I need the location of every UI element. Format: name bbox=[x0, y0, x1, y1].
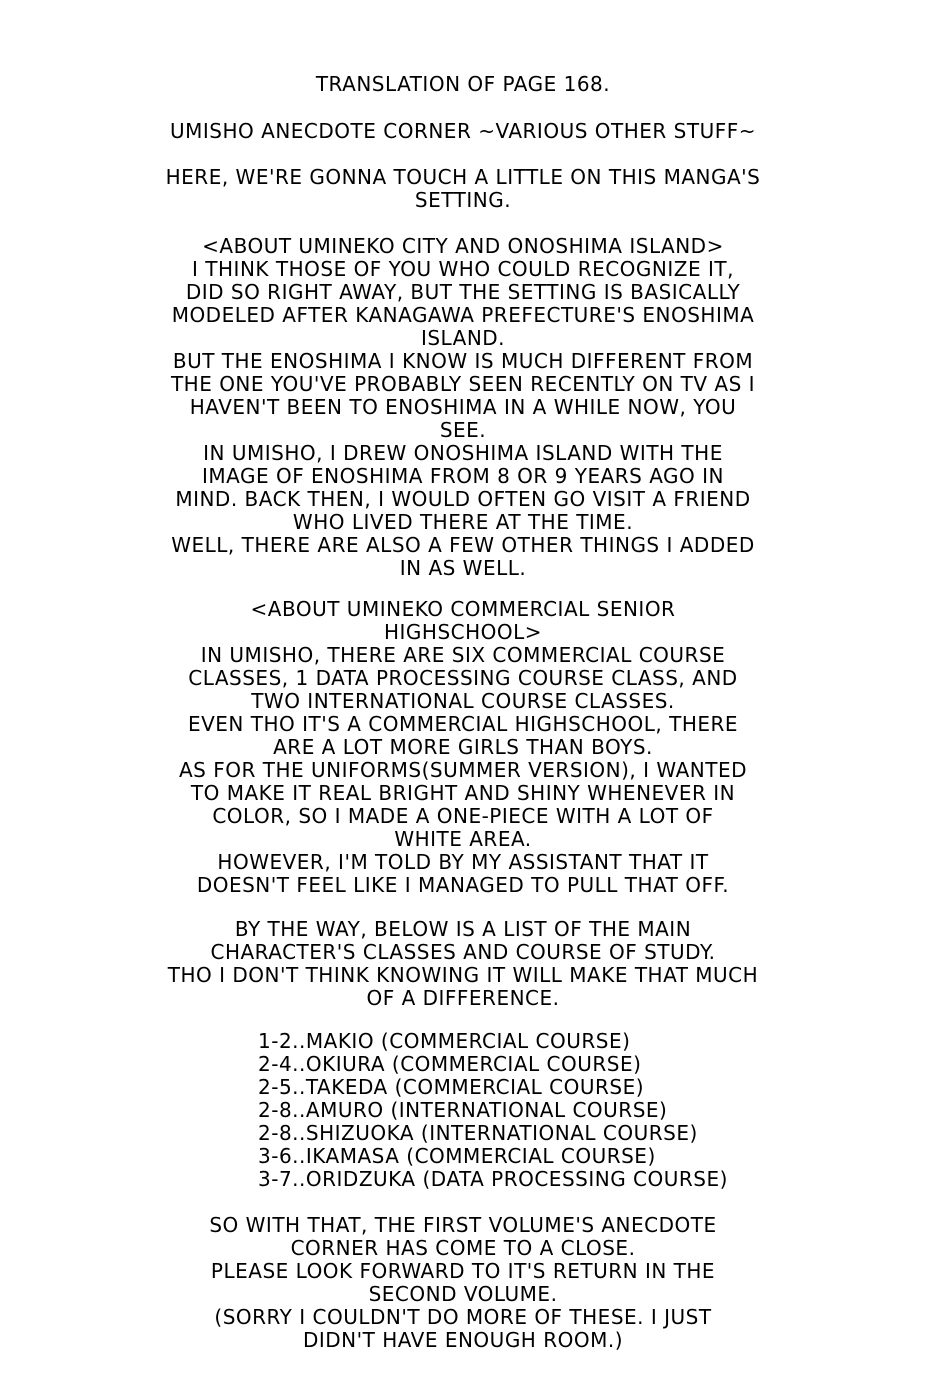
title-line: TRANSLATION OF PAGE 168. bbox=[315, 72, 611, 96]
text-line: COLOR, SO I MADE A ONE-PIECE WITH A LOT OF bbox=[212, 804, 714, 828]
section-heading: <ABOUT UMINEKO COMMERCIAL SENIOR bbox=[250, 597, 676, 621]
text-line: IN AS WELL. bbox=[399, 556, 527, 580]
text-line: PLEASE LOOK FORWARD TO IT'S RETURN IN THE bbox=[210, 1259, 716, 1283]
text-line: DID SO RIGHT AWAY, BUT THE SETTING IS BASICALLY bbox=[185, 280, 741, 304]
list-item: 3-6..IKAMASA (COMMERCIAL COURSE) bbox=[258, 1144, 656, 1168]
text-line: DOESN'T FEEL LIKE I MANAGED TO PULL THAT OFF. bbox=[196, 873, 730, 897]
list-item: 2-8..SHIZUOKA (INTERNATIONAL COURSE) bbox=[258, 1121, 698, 1145]
list-item: 1-2..MAKIO (COMMERCIAL COURSE) bbox=[258, 1029, 631, 1053]
text-line: ISLAND. bbox=[420, 326, 506, 350]
text-line: CHARACTER'S CLASSES AND COURSE OF STUDY. bbox=[210, 940, 716, 964]
text-line: SEE. bbox=[439, 418, 487, 442]
page-title bbox=[140, 73, 786, 96]
text-line: THO I DON'T THINK KNOWING IT WILL MAKE THAT MUCH bbox=[167, 963, 759, 987]
intro-paragraph bbox=[140, 166, 786, 212]
section-umineko-city bbox=[140, 235, 786, 580]
text-line: (SORRY I COULDN'T DO MORE OF THESE. I JUST bbox=[214, 1305, 712, 1329]
list-item: 3-7..ORIDZUKA (DATA PROCESSING COURSE) bbox=[258, 1167, 728, 1191]
text-line: DIDN'T HAVE ENOUGH ROOM.) bbox=[302, 1328, 624, 1352]
text-line: SECOND VOLUME. bbox=[368, 1282, 558, 1306]
text-line: IN UMISHO, I DREW ONOSHIMA ISLAND WITH THE bbox=[203, 441, 723, 465]
text-line: MIND. BACK THEN, I WOULD OFTEN GO VISIT A FRIEND bbox=[175, 487, 751, 511]
text-line: TO MAKE IT REAL BRIGHT AND SHINY WHENEVER IN bbox=[190, 781, 736, 805]
text-line: HAVEN'T BEEN TO ENOSHIMA IN A WHILE NOW, YOU bbox=[189, 395, 737, 419]
text-line: HOWEVER, I'M TOLD BY MY ASSISTANT THAT IT bbox=[217, 850, 709, 874]
corner-title bbox=[140, 120, 786, 143]
text-line: THE ONE YOU'VE PROBABLY SEEN RECENTLY ON TV AS I bbox=[170, 372, 756, 396]
text-line: IN UMISHO, THERE ARE SIX COMMERCIAL COURSE bbox=[200, 643, 726, 667]
list-item: 2-8..AMURO (INTERNATIONAL COURSE) bbox=[258, 1098, 668, 1122]
text-line: OF A DIFFERENCE. bbox=[366, 986, 560, 1010]
text-line: MODELED AFTER KANAGAWA PREFECTURE'S ENOSHIMA bbox=[171, 303, 755, 327]
character-class-list bbox=[258, 1030, 818, 1191]
text-line: SO WITH THAT, THE FIRST VOLUME'S ANECDOTE bbox=[209, 1213, 717, 1237]
text-line: BUT THE ENOSHIMA I KNOW IS MUCH DIFFERENT FROM bbox=[172, 349, 754, 373]
text-line: ARE A LOT MORE GIRLS THAN BOYS. bbox=[273, 735, 653, 759]
text-line: IMAGE OF ENOSHIMA FROM 8 OR 9 YEARS AGO IN bbox=[201, 464, 725, 488]
text-line: BY THE WAY, BELOW IS A LIST OF THE MAIN bbox=[234, 917, 692, 941]
list-item: 2-4..OKIURA (COMMERCIAL COURSE) bbox=[258, 1052, 642, 1076]
section-heading: HIGHSCHOOL> bbox=[383, 620, 543, 644]
list-item: 2-5..TAKEDA (COMMERCIAL COURSE) bbox=[258, 1075, 645, 1099]
text-line: WELL, THERE ARE ALSO A FEW OTHER THINGS I ADDED bbox=[171, 533, 755, 557]
text-line: EVEN THO IT'S A COMMERCIAL HIGHSCHOOL, THERE bbox=[187, 712, 739, 736]
corner-title-line: UMISHO ANECDOTE CORNER ~VARIOUS OTHER STUFF~ bbox=[170, 119, 756, 143]
text-line: CORNER HAS COME TO A CLOSE. bbox=[290, 1236, 636, 1260]
text-line: TWO INTERNATIONAL COURSE CLASSES. bbox=[251, 689, 675, 713]
section-character-list-intro bbox=[140, 918, 786, 1010]
text-line: SETTING. bbox=[414, 188, 512, 212]
section-umineko-school bbox=[140, 598, 786, 897]
text-line: WHITE AREA. bbox=[394, 827, 532, 851]
text-line: I THINK THOSE OF YOU WHO COULD RECOGNIZE IT, bbox=[192, 257, 734, 281]
text-line: WHO LIVED THERE AT THE TIME. bbox=[292, 510, 634, 534]
text-line: CLASSES, 1 DATA PROCESSING COURSE CLASS, AND bbox=[188, 666, 738, 690]
section-heading: <ABOUT UMINEKO CITY AND ONOSHIMA ISLAND> bbox=[202, 234, 724, 258]
closing-paragraph bbox=[140, 1214, 786, 1352]
text-line: AS FOR THE UNIFORMS(SUMMER VERSION), I WANTED bbox=[179, 758, 747, 782]
text-line: HERE, WE'RE GONNA TOUCH A LITTLE ON THIS MANGA'S bbox=[165, 165, 761, 189]
